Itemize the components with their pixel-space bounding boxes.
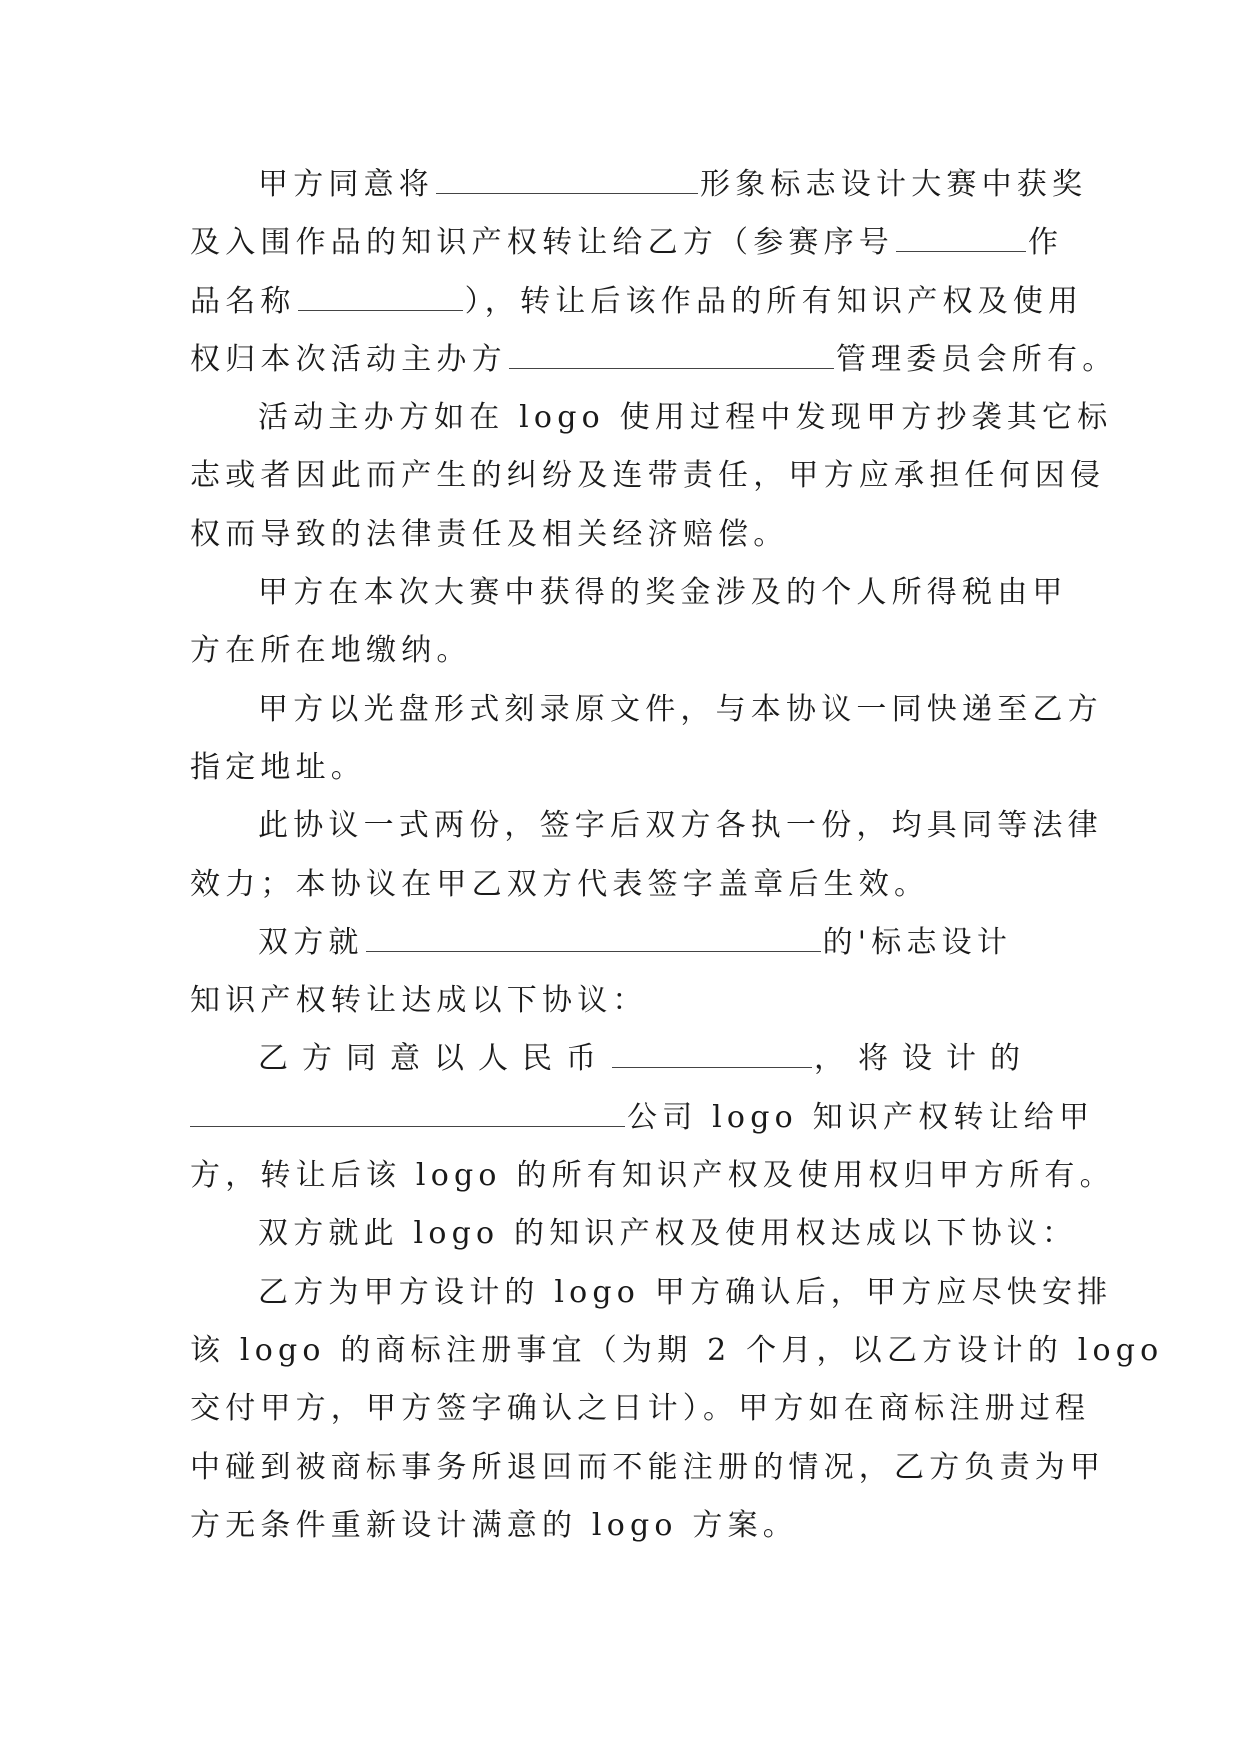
- fill-in-blank-amount[interactable]: [612, 1041, 812, 1068]
- paragraph-1-line-2: [190, 214, 1065, 272]
- paragraph-1-line-3: [190, 273, 1084, 331]
- text-segment: ，将设计的: [814, 1041, 1034, 1077]
- paragraph-2-line-3: 权而导致的法律责任及相关经济赔偿。: [190, 516, 789, 552]
- paragraph-7-line-2: [190, 1089, 1095, 1147]
- text-segment: 形象标志设计大赛中获奖: [700, 167, 1088, 202]
- paragraph-6-line-2: 知识产权转让达成以下协议：: [190, 983, 648, 1019]
- paragraph-5-line-1: 此协议一式两份，签字后双方各执一份，均具同等法律: [258, 808, 1103, 844]
- text-segment: 双方就: [258, 924, 364, 960]
- text-segment: 及入围作品的知识产权转让给乙方（参赛序号: [190, 225, 894, 261]
- paragraph-6-line-1: [190, 914, 1065, 972]
- fill-in-blank-party-name[interactable]: [366, 925, 821, 952]
- fill-in-blank-entry-number[interactable]: [896, 225, 1026, 252]
- paragraph-8-line-1: 双方就此 logo 的知识产权及使用权达成以下协议：: [258, 1216, 1078, 1252]
- paragraph-1-line-1: [190, 156, 1088, 214]
- text-segment: 作: [1028, 225, 1064, 261]
- paragraph-2-line-2: 志或者因此而产生的纠纷及连带责任，甲方应承担任何因侵: [190, 458, 1106, 494]
- text-segment: 品名称: [190, 283, 296, 319]
- paragraph-9-line-1: 乙方为甲方设计的 logo 甲方确认后，甲方应尽快安排: [258, 1274, 1113, 1310]
- fill-in-blank-contest-name[interactable]: [436, 167, 698, 194]
- paragraph-9-line-2: 该 logo 的商标注册事宜（为期 2 个月，以乙方设计的 logo: [190, 1332, 1164, 1368]
- paragraph-1-line-4: [190, 331, 1118, 389]
- fill-in-blank-company-name[interactable]: [190, 1100, 625, 1127]
- paragraph-3-line-2: 方在所在地缴纳。: [190, 633, 472, 669]
- paragraph-7-line-3: 方，转让后该 logo 的所有知识产权及使用权归甲方所有。: [190, 1158, 1115, 1194]
- text-segment: ），转让后该作品的所有知识产权及使用: [464, 283, 1084, 319]
- fill-in-blank-organizer[interactable]: [509, 342, 834, 369]
- paragraph-4-line-1: 甲方以光盘形式刻录原文件，与本协议一同快递至乙方: [258, 691, 1103, 727]
- fill-in-blank-entry-name[interactable]: [298, 284, 463, 311]
- text-segment: 权归本次活动主办方: [190, 341, 507, 377]
- paragraph-9-line-3: 交付甲方，甲方签字确认之日计）。甲方如在商标注册过程: [190, 1391, 1091, 1427]
- text-segment: 管理委员会所有。: [835, 341, 1118, 377]
- document-body: [190, 156, 1164, 1555]
- text-segment: 的'标志设计: [822, 924, 1013, 960]
- text-segment: 甲方同意将: [258, 167, 434, 202]
- text-segment: 公司 logo 知识产权转让给甲: [627, 1099, 1095, 1135]
- paragraph-5-line-2: 效力；本协议在甲乙双方代表签字盖章后生效。: [190, 866, 930, 902]
- text-segment: 乙方同意以人民币: [258, 1041, 610, 1077]
- paragraph-7-line-1: [190, 1030, 1065, 1088]
- paragraph-9-line-5: 方无条件重新设计满意的 logo 方案。: [190, 1507, 798, 1543]
- paragraph-3-line-1: 甲方在本次大赛中获得的奖金涉及的个人所得税由甲: [258, 575, 1068, 611]
- paragraph-2-line-1: 活动主办方如在 logo 使用过程中发现甲方抄袭其它标: [258, 400, 1113, 436]
- paragraph-4-line-2: 指定地址。: [190, 749, 366, 785]
- paragraph-9-line-4: 中碰到被商标事务所退回而不能注册的情况，乙方负责为甲: [190, 1449, 1106, 1485]
